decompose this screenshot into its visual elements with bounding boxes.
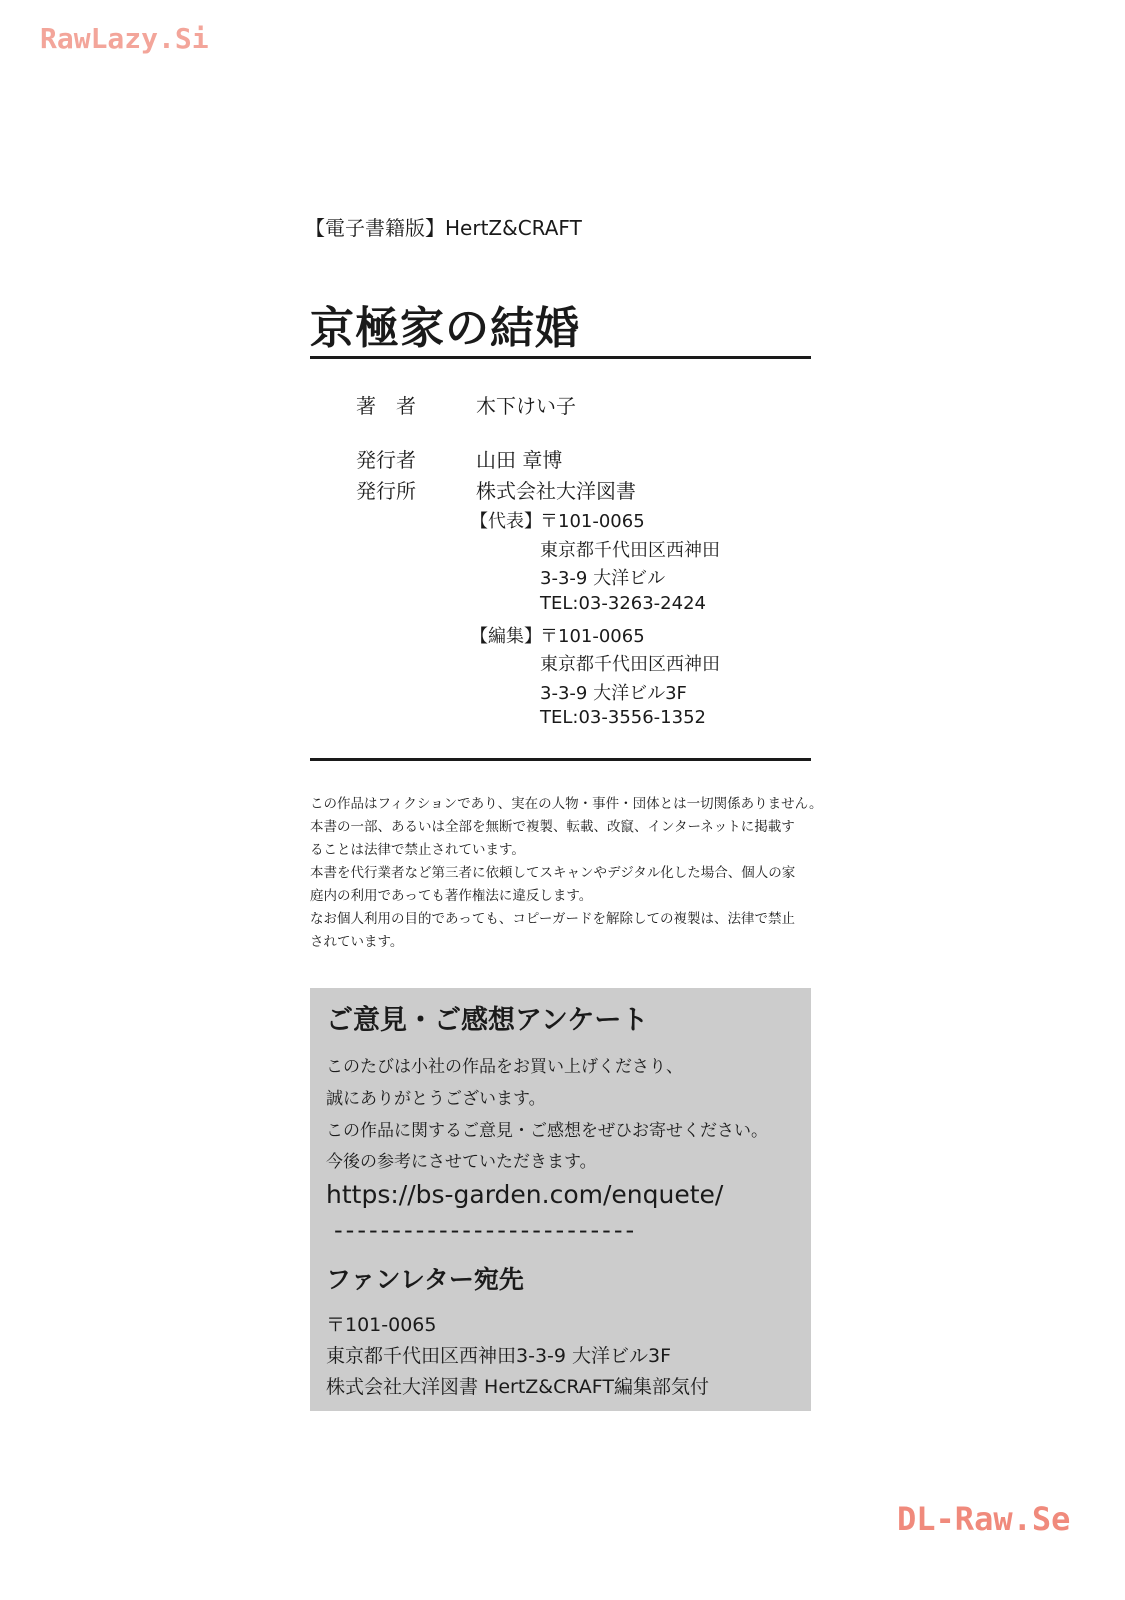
- notice-line: されています。: [310, 934, 404, 950]
- survey-divider: --------------------------: [334, 1216, 638, 1244]
- author-name: 木下けい子: [476, 394, 576, 418]
- notice-line: 庭内の利用であっても著作権法に違反します。: [310, 888, 593, 904]
- legal-notice: [310, 793, 823, 954]
- watermark-top: RawLazy.Si: [40, 22, 209, 55]
- office-edit-tag: 【編集】: [470, 626, 542, 647]
- company-name: 株式会社大洋図書: [476, 479, 636, 503]
- office-edit-postal: 〒101-0065: [540, 626, 645, 647]
- office-edit-tel: TEL:03-3556-1352: [540, 707, 706, 728]
- survey-line: 誠にありがとうございます。: [326, 1089, 546, 1109]
- office-rep-address1: 東京都千代田区西神田: [540, 540, 720, 561]
- survey-heading: ご意見・ご感想アンケート: [326, 1005, 649, 1036]
- credits-rule: [310, 758, 811, 761]
- office-edit-address1: 東京都千代田区西神田: [540, 654, 720, 675]
- survey-url[interactable]: https://bs-garden.com/enquete/: [326, 1180, 724, 1209]
- company-label: 発行所: [356, 479, 416, 503]
- office-edit-address2: 3-3-9 大洋ビル3F: [540, 683, 687, 704]
- fan-letter-heading: ファンレター宛先: [326, 1265, 524, 1294]
- survey-line: このたびは小社の作品をお買い上げくださり、: [326, 1057, 683, 1077]
- office-rep-tel: TEL:03-3263-2424: [540, 593, 706, 614]
- fan-letter-recipient: 株式会社大洋図書 HertZ&CRAFT編集部気付: [326, 1376, 710, 1398]
- notice-line: ることは法律で禁止されています。: [310, 842, 525, 858]
- fan-letter-address: 東京都千代田区西神田3-3-9 大洋ビル3F: [326, 1345, 672, 1367]
- notice-line: この作品はフィクションであり、実在の人物・事件・団体とは一切関係ありません。: [310, 796, 823, 812]
- survey-line: 今後の参考にさせていただきます。: [326, 1152, 597, 1172]
- publisher-name: 山田 章博: [476, 448, 563, 472]
- office-rep-address2: 3-3-9 大洋ビル: [540, 568, 666, 589]
- watermark-bottom: DL-Raw.Se: [897, 1500, 1071, 1538]
- fan-letter-postal: 〒101-0065: [326, 1314, 437, 1336]
- book-title: 京極家の結婚: [310, 303, 580, 354]
- author-label: 著 者: [356, 394, 416, 418]
- office-rep-postal: 〒101-0065: [540, 511, 645, 532]
- survey-line: この作品に関するご意見・ご感想をぜひお寄せください。: [326, 1121, 768, 1141]
- survey-box: [310, 988, 811, 1411]
- notice-line: 本書を代行業者など第三者に依頼してスキャンやデジタル化した場合、個人の家: [310, 865, 796, 881]
- publisher-label: 発行者: [356, 448, 416, 472]
- notice-line: 本書の一部、あるいは全部を無断で複製、転載、改竄、インターネットに掲載す: [310, 819, 795, 835]
- office-rep-tag: 【代表】: [470, 511, 542, 532]
- title-rule: [310, 356, 811, 359]
- edition-label: 【電子書籍版】HertZ&CRAFT: [305, 216, 582, 240]
- notice-line: なお個人利用の目的であっても、コピーガードを解除しての複製は、法律で禁止: [310, 911, 796, 927]
